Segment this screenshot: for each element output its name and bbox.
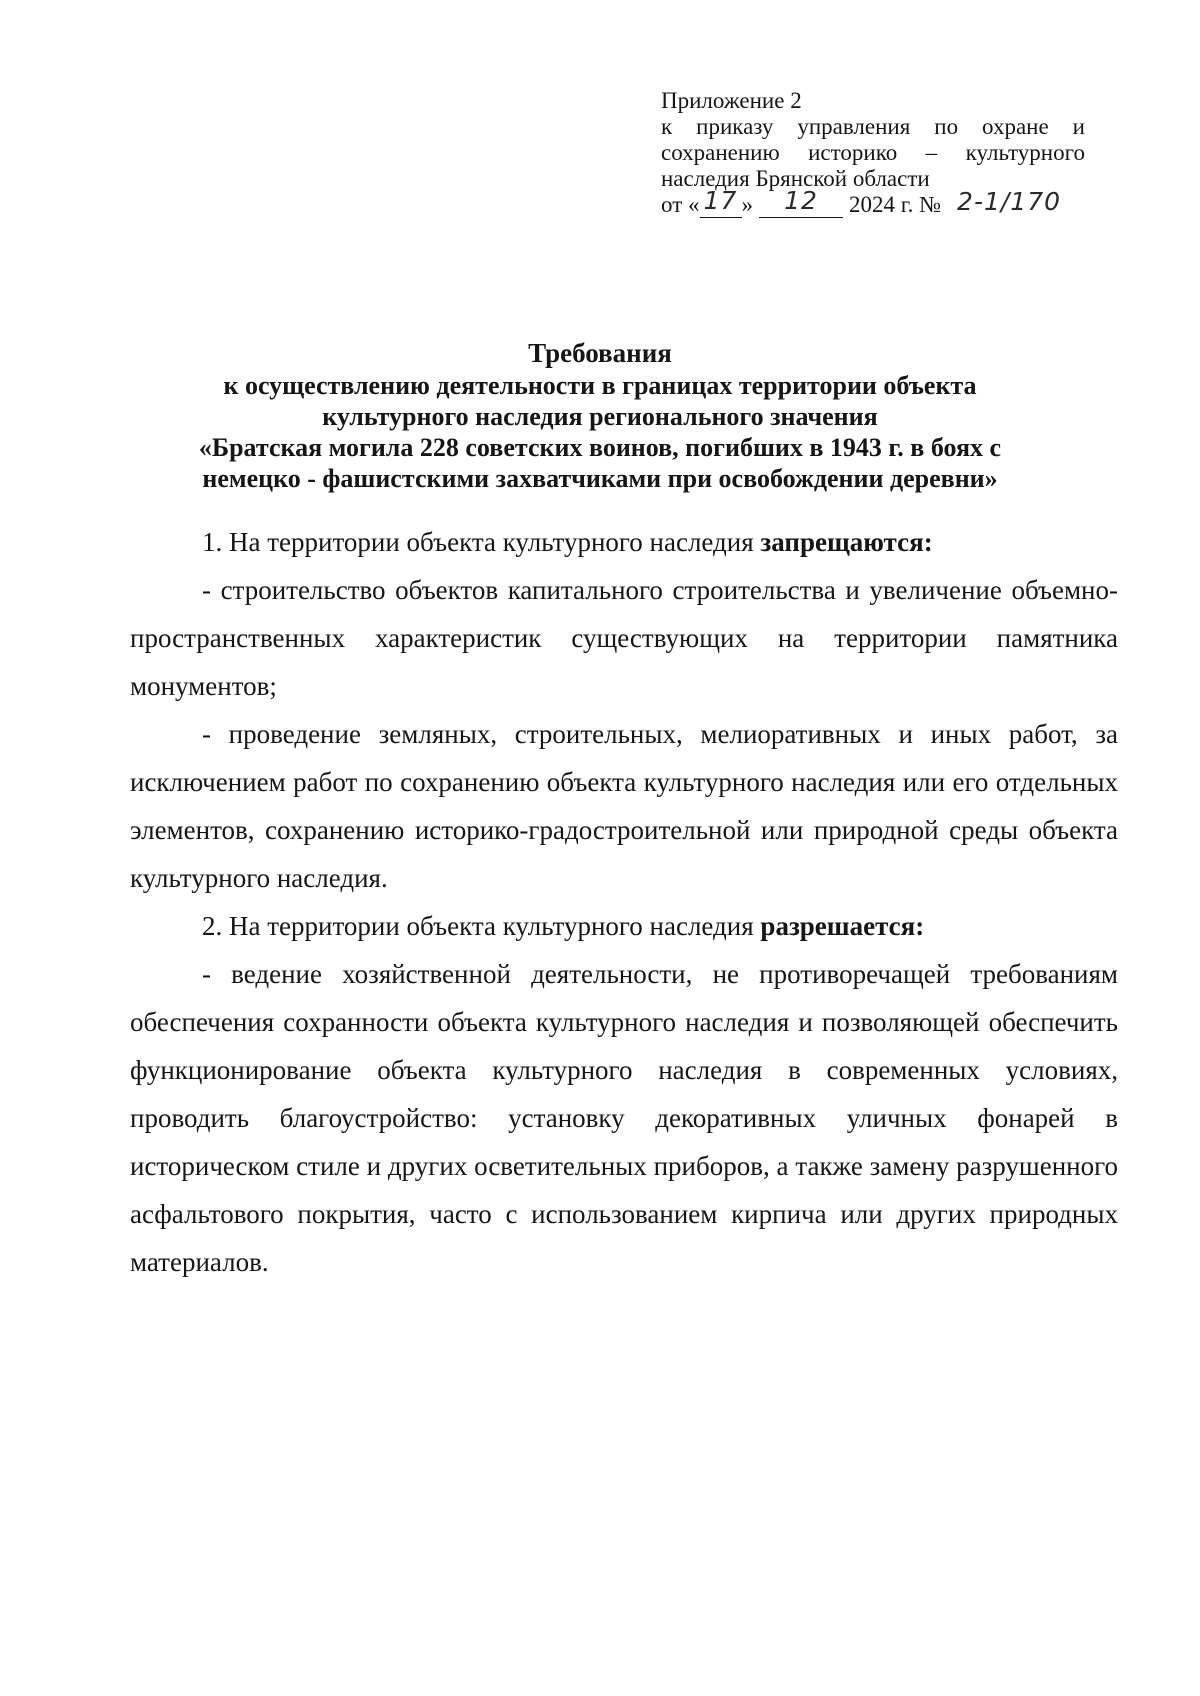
title-line-4: немецко - фашистскими захватчиками при освобождении деревни» — [202, 464, 998, 493]
document-title — [120, 338, 1080, 494]
document-body — [130, 518, 1118, 1286]
word: и — [1072, 114, 1085, 139]
order-day-blank — [700, 186, 742, 218]
appendix-order-ref-line — [661, 114, 1085, 140]
order-date-prefix: от « — [661, 192, 700, 217]
section-2-heading — [130, 902, 1118, 950]
word: управления — [797, 114, 911, 139]
appendix-authority-line — [661, 140, 1085, 166]
section-1-item-2: - проведение земляных, строительных, мелиоративных и иных работ, за исключением работ по сохранению объекта культурного наследия или его отдельных элементов, сохранению историко-градостроительной или природной среды объекта культурного наследия. — [130, 719, 1118, 893]
order-date-number-line — [661, 186, 1085, 218]
title-line-3: «Братская могила 228 советских воинов, погибших в 1943 г. в боях с — [198, 433, 1002, 462]
section-1-intro: 1. На территории объекта культурного наследия — [202, 527, 761, 557]
order-month-handwritten: 12 — [784, 186, 818, 215]
word: историко — [808, 140, 898, 165]
order-day-handwritten: 17 — [703, 186, 738, 215]
order-month-blank — [759, 186, 843, 218]
section-1-keyword: запрещаются: — [760, 527, 933, 557]
word: сохранению — [661, 140, 780, 165]
title-line-2: культурного наследия регионального значения — [322, 402, 878, 431]
word: приказу — [696, 114, 774, 139]
appendix-block — [661, 88, 1085, 218]
section-2-keyword: разрешается: — [760, 911, 925, 941]
order-number-blank — [947, 187, 1071, 218]
order-number-handwritten: 2-1/170 — [957, 187, 1062, 216]
word: охране — [982, 114, 1049, 139]
title-main: Требования — [528, 338, 672, 368]
word: культурного — [965, 140, 1085, 165]
order-year-label: 2024 г. № — [849, 192, 942, 217]
title-line-1: к осуществлению деятельности в границах территории объекта — [223, 371, 977, 400]
section-1-item-1: - строительство объектов капитального строительства и увеличение объемно-пространственных характеристик существующих на территории памятника монументов; — [130, 575, 1118, 701]
order-date-mid: » — [741, 192, 753, 217]
appendix-region-line: наследия Брянской области — [661, 166, 930, 191]
section-1-heading — [130, 518, 1118, 566]
section-2-item-1: - ведение хозяйственной деятельности, не противоречащей требованиям обеспечения сохранности объекта культурного наследия и позволяющей обеспечить функционирование объекта культурного наследия в современных условиях, проводить благоустройство: установку декоративных уличных фонарей в историческом стиле и других осветительных приборов, а также замену разрушенного асфальтового покрытия, часто с использованием кирпича или других природных материалов. — [130, 959, 1118, 1277]
appendix-number: Приложение 2 — [661, 88, 802, 113]
section-2-intro: 2. На территории объекта культурного наследия — [202, 911, 761, 941]
word: – — [925, 140, 938, 165]
word: к — [661, 114, 673, 139]
word: по — [934, 114, 959, 139]
